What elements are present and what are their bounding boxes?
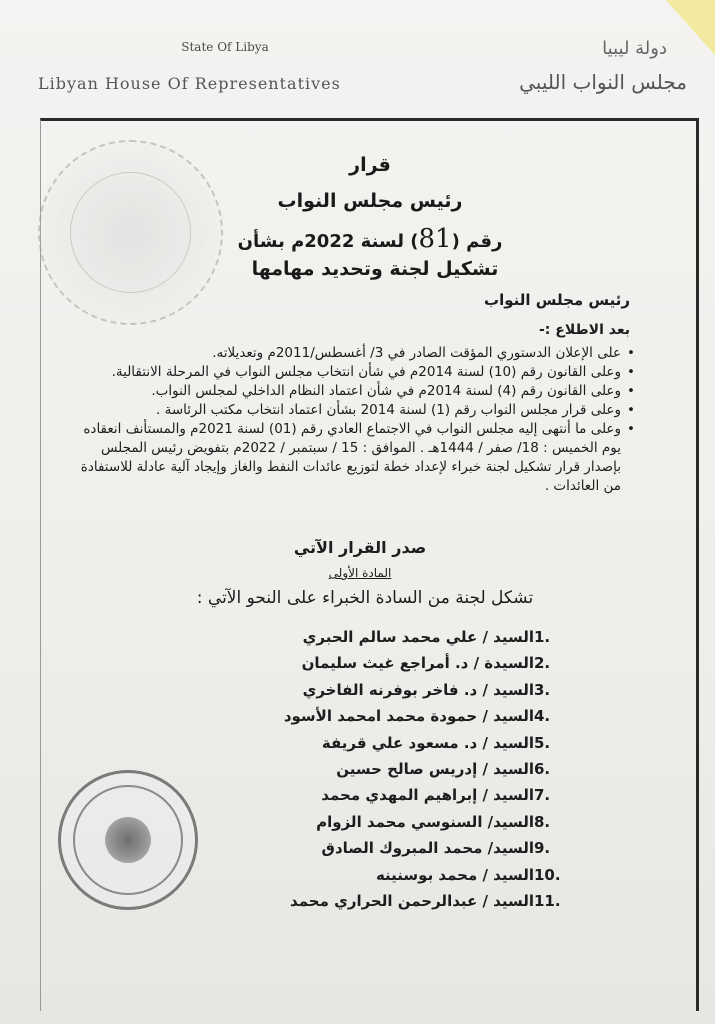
member-name: السيد / إدريس صالح حسين (336, 759, 534, 778)
member-name: السيد/ محمد المبروك الصادق (321, 839, 534, 858)
member-item (150, 835, 560, 861)
member-item (150, 703, 560, 729)
member-number: 7. (534, 786, 551, 805)
preamble-item: • وعلى ما أنتهى إليه مجلس النواب في الاجتماع العادي رقم (01) لسنة 2021م والمستأنف انعقاده يوم الخميس : 18/ صفر / 1444هـ . الموافق : 15 / سبتمبر / 2022م بتفويض رئيس المجلس بإصدار قرار تشكيل لجنة خبراء لإعداد خطة لتوزيع عائدات النفط والغاز وإيجاد آلية عادلة للاستفادة من العائدات . (80, 420, 635, 496)
header-state-arabic: دولة ليبيا (602, 38, 667, 59)
member-number: 3. (534, 680, 551, 699)
member-number: 4. (534, 707, 551, 726)
decree-number-line (215, 224, 525, 254)
decision-heading: صدر القرار الآتي (293, 538, 427, 557)
preamble-item: • وعلى القانون رقم (4) لسنة 2014م في شأن اعتماد النظام الداخلي لمجلس النواب. (80, 382, 635, 401)
member-number: 2. (534, 654, 551, 673)
official-stamp-icon (58, 770, 198, 910)
member-name: السيد / د. فاخر بوفرنه الفاخري (302, 680, 534, 699)
member-number: 11. (534, 891, 561, 910)
preamble-item: • وعلى قرار مجلس النواب رقم (1) لسنة 2014 بشأن اعتماد انتخاب مكتب الرئاسة . (80, 401, 635, 420)
member-name: السيد/ السنوسي محمد الزوام (316, 812, 534, 831)
member-number: 1. (534, 628, 551, 646)
member-name: السيد / إبراهيم المهدي محمد (321, 786, 534, 805)
article-heading: المادة الأولى (328, 566, 392, 580)
member-number: 8. (534, 812, 551, 831)
decree-subject: تشكيل لجنة وتحديد مهامها (251, 258, 499, 280)
embossed-seal-icon (38, 140, 223, 325)
formation-statement: تشكل لجنة من السادة الخبراء على النحو الآتي : (196, 588, 534, 608)
member-name: السيد / عبدالرحمن الحراري محمد (290, 891, 534, 910)
member-number: 10. (534, 865, 561, 884)
member-name: السيدة / د. أمراجع غيث سليمان (301, 654, 534, 673)
member-number: 6. (534, 759, 551, 778)
member-item (150, 782, 560, 808)
decree-issuer: رئيس مجلس النواب (277, 190, 463, 212)
member-number: 5. (534, 733, 551, 752)
chair-label: رئيس مجلس النواب (484, 291, 630, 309)
decree-heading: قرار (349, 154, 391, 176)
decree-number-prefix: رقم ( (451, 231, 503, 252)
member-item (150, 650, 560, 676)
stamp-emblem (105, 817, 151, 863)
header-state-english: State Of Libya (181, 40, 269, 54)
member-item (150, 809, 560, 835)
member-item (150, 862, 560, 888)
preamble-item: • على الإعلان الدستوري المؤقت الصادر في 3/ أغسطس/2011م وتعديلاته. (80, 344, 635, 363)
member-item (150, 624, 560, 650)
member-item (150, 677, 560, 703)
decree-number-suffix: ) لسنة 2022م بشأن (237, 231, 419, 252)
members-list (150, 624, 560, 914)
header-house-arabic: مجلس النواب الليبي (519, 70, 687, 94)
member-name: السيد / محمد بوسنينه (375, 865, 534, 884)
member-name: السيد / د. مسعود علي قريفة (321, 733, 534, 752)
member-item (150, 756, 560, 782)
preamble-list (80, 344, 635, 496)
member-name: السيد / حمودة محمد امحمد الأسود (283, 707, 534, 726)
preamble-item: • وعلى القانون رقم (10) لسنة 2014م في شأن انتخاب مجلس النواب في المرحلة الانتقالية. (80, 363, 635, 382)
member-item (150, 888, 560, 914)
member-number: 9. (534, 839, 551, 858)
decree-number: 81 (418, 224, 452, 254)
after-review-label: بعد الاطلاع :- (538, 322, 630, 338)
member-name: السيد / علي محمد سالم الحبري (302, 628, 534, 646)
header-house-english: Libyan House Of Representatives (38, 74, 341, 93)
member-item (150, 730, 560, 756)
